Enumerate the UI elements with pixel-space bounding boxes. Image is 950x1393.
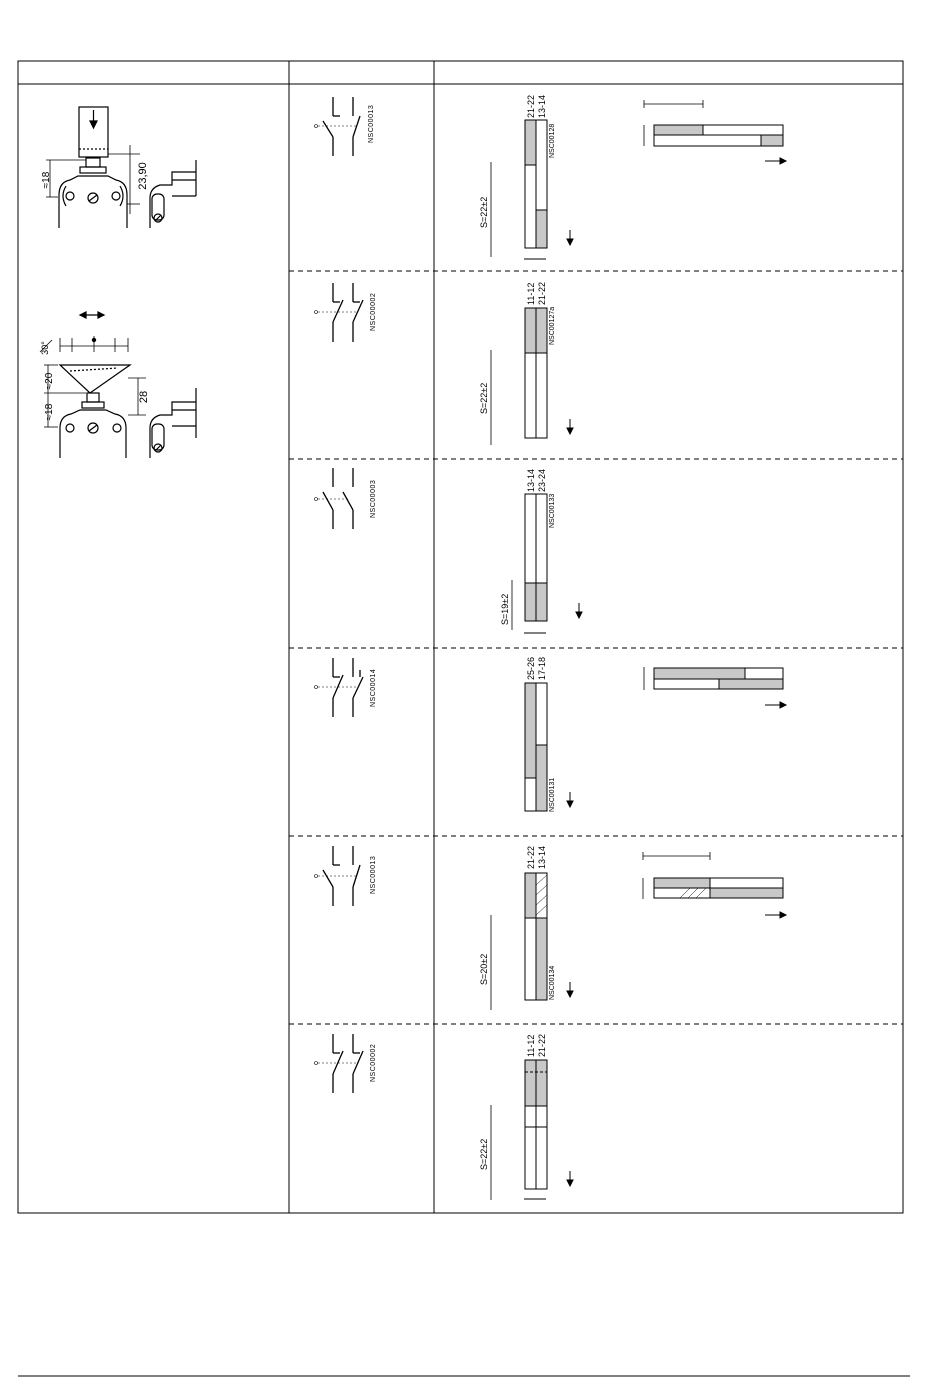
contact-symbol: [315, 658, 364, 717]
plunger-actuator-drawing: [46, 107, 196, 228]
horizontal-actuator-drawing: [40, 312, 196, 458]
row-2: [315, 282, 574, 445]
diagram-code: NSC00127a: [549, 306, 556, 345]
contact-symbol: [315, 846, 361, 906]
dim-vertical-stroke: 23,90: [137, 162, 149, 190]
row-separators: [289, 271, 903, 1024]
contact-label-2: 21-22: [537, 1033, 547, 1057]
contact-label-2: 21-22: [537, 281, 547, 305]
row-4: [315, 657, 787, 812]
contact-label-1: 25-26: [526, 656, 536, 680]
contact-label-1: 21-22: [526, 94, 536, 118]
stroke-label: S=19±2: [500, 593, 510, 625]
symbol-code: NSC00002: [370, 1043, 377, 1082]
contact-label-1: 11-12: [526, 1034, 536, 1057]
horizontal-travel-diagram: [643, 852, 786, 918]
travel-diagram: [491, 873, 573, 1010]
stroke-label: S=20±2: [479, 953, 489, 985]
symbol-code: NSC00013: [368, 104, 375, 143]
travel-diagram: [491, 308, 573, 445]
symbol-code: NSC00003: [370, 479, 377, 518]
stroke-label: S=22±2: [479, 196, 489, 228]
stroke-label: S=22±2: [479, 1138, 489, 1170]
dim-horizontal-stroke: 28: [138, 390, 150, 404]
dim-lever-height: ≈18: [44, 403, 55, 421]
row-1: [315, 95, 787, 259]
row-5: [315, 846, 787, 1010]
contact-label-2: 13-14: [537, 845, 547, 869]
dim-horizontal-height: ≈20: [44, 372, 55, 390]
row-6: [315, 1034, 574, 1200]
horizontal-travel-diagram: [644, 100, 786, 164]
dim-angle: 30°: [40, 341, 50, 355]
contact-label-2: 17-18: [537, 656, 547, 680]
contact-symbol: [315, 97, 361, 156]
travel-diagram: [491, 1060, 573, 1200]
contact-label-1: 13-14: [526, 468, 536, 492]
diagram-code: NSC00128: [549, 123, 556, 158]
contact-label-2: 23-24: [537, 468, 547, 492]
symbol-code: NSC00014: [370, 668, 377, 707]
row-3: [315, 468, 583, 633]
dim-pusher-height: ≈18: [41, 171, 52, 189]
contact-label-2: 13-14: [537, 94, 547, 118]
contact-symbol: [315, 468, 354, 529]
travel-diagram: [512, 494, 582, 633]
contact-symbol: [315, 1034, 364, 1093]
diagram-code: NSC00134: [549, 965, 556, 1000]
symbol-code: NSC00002: [370, 292, 377, 331]
contact-symbol: [315, 283, 364, 342]
contact-label-1: 21-22: [526, 845, 536, 869]
stroke-label: S=22±2: [479, 382, 489, 414]
diagram-code: NSC00131: [549, 777, 556, 812]
table-frame: [18, 61, 903, 1213]
symbol-code: NSC00013: [370, 855, 377, 894]
diagram-code: NSC00133: [549, 493, 556, 528]
travel-diagram: [491, 120, 573, 259]
horizontal-travel-diagram: [644, 667, 786, 708]
contact-label-1: 11-12: [526, 282, 536, 305]
